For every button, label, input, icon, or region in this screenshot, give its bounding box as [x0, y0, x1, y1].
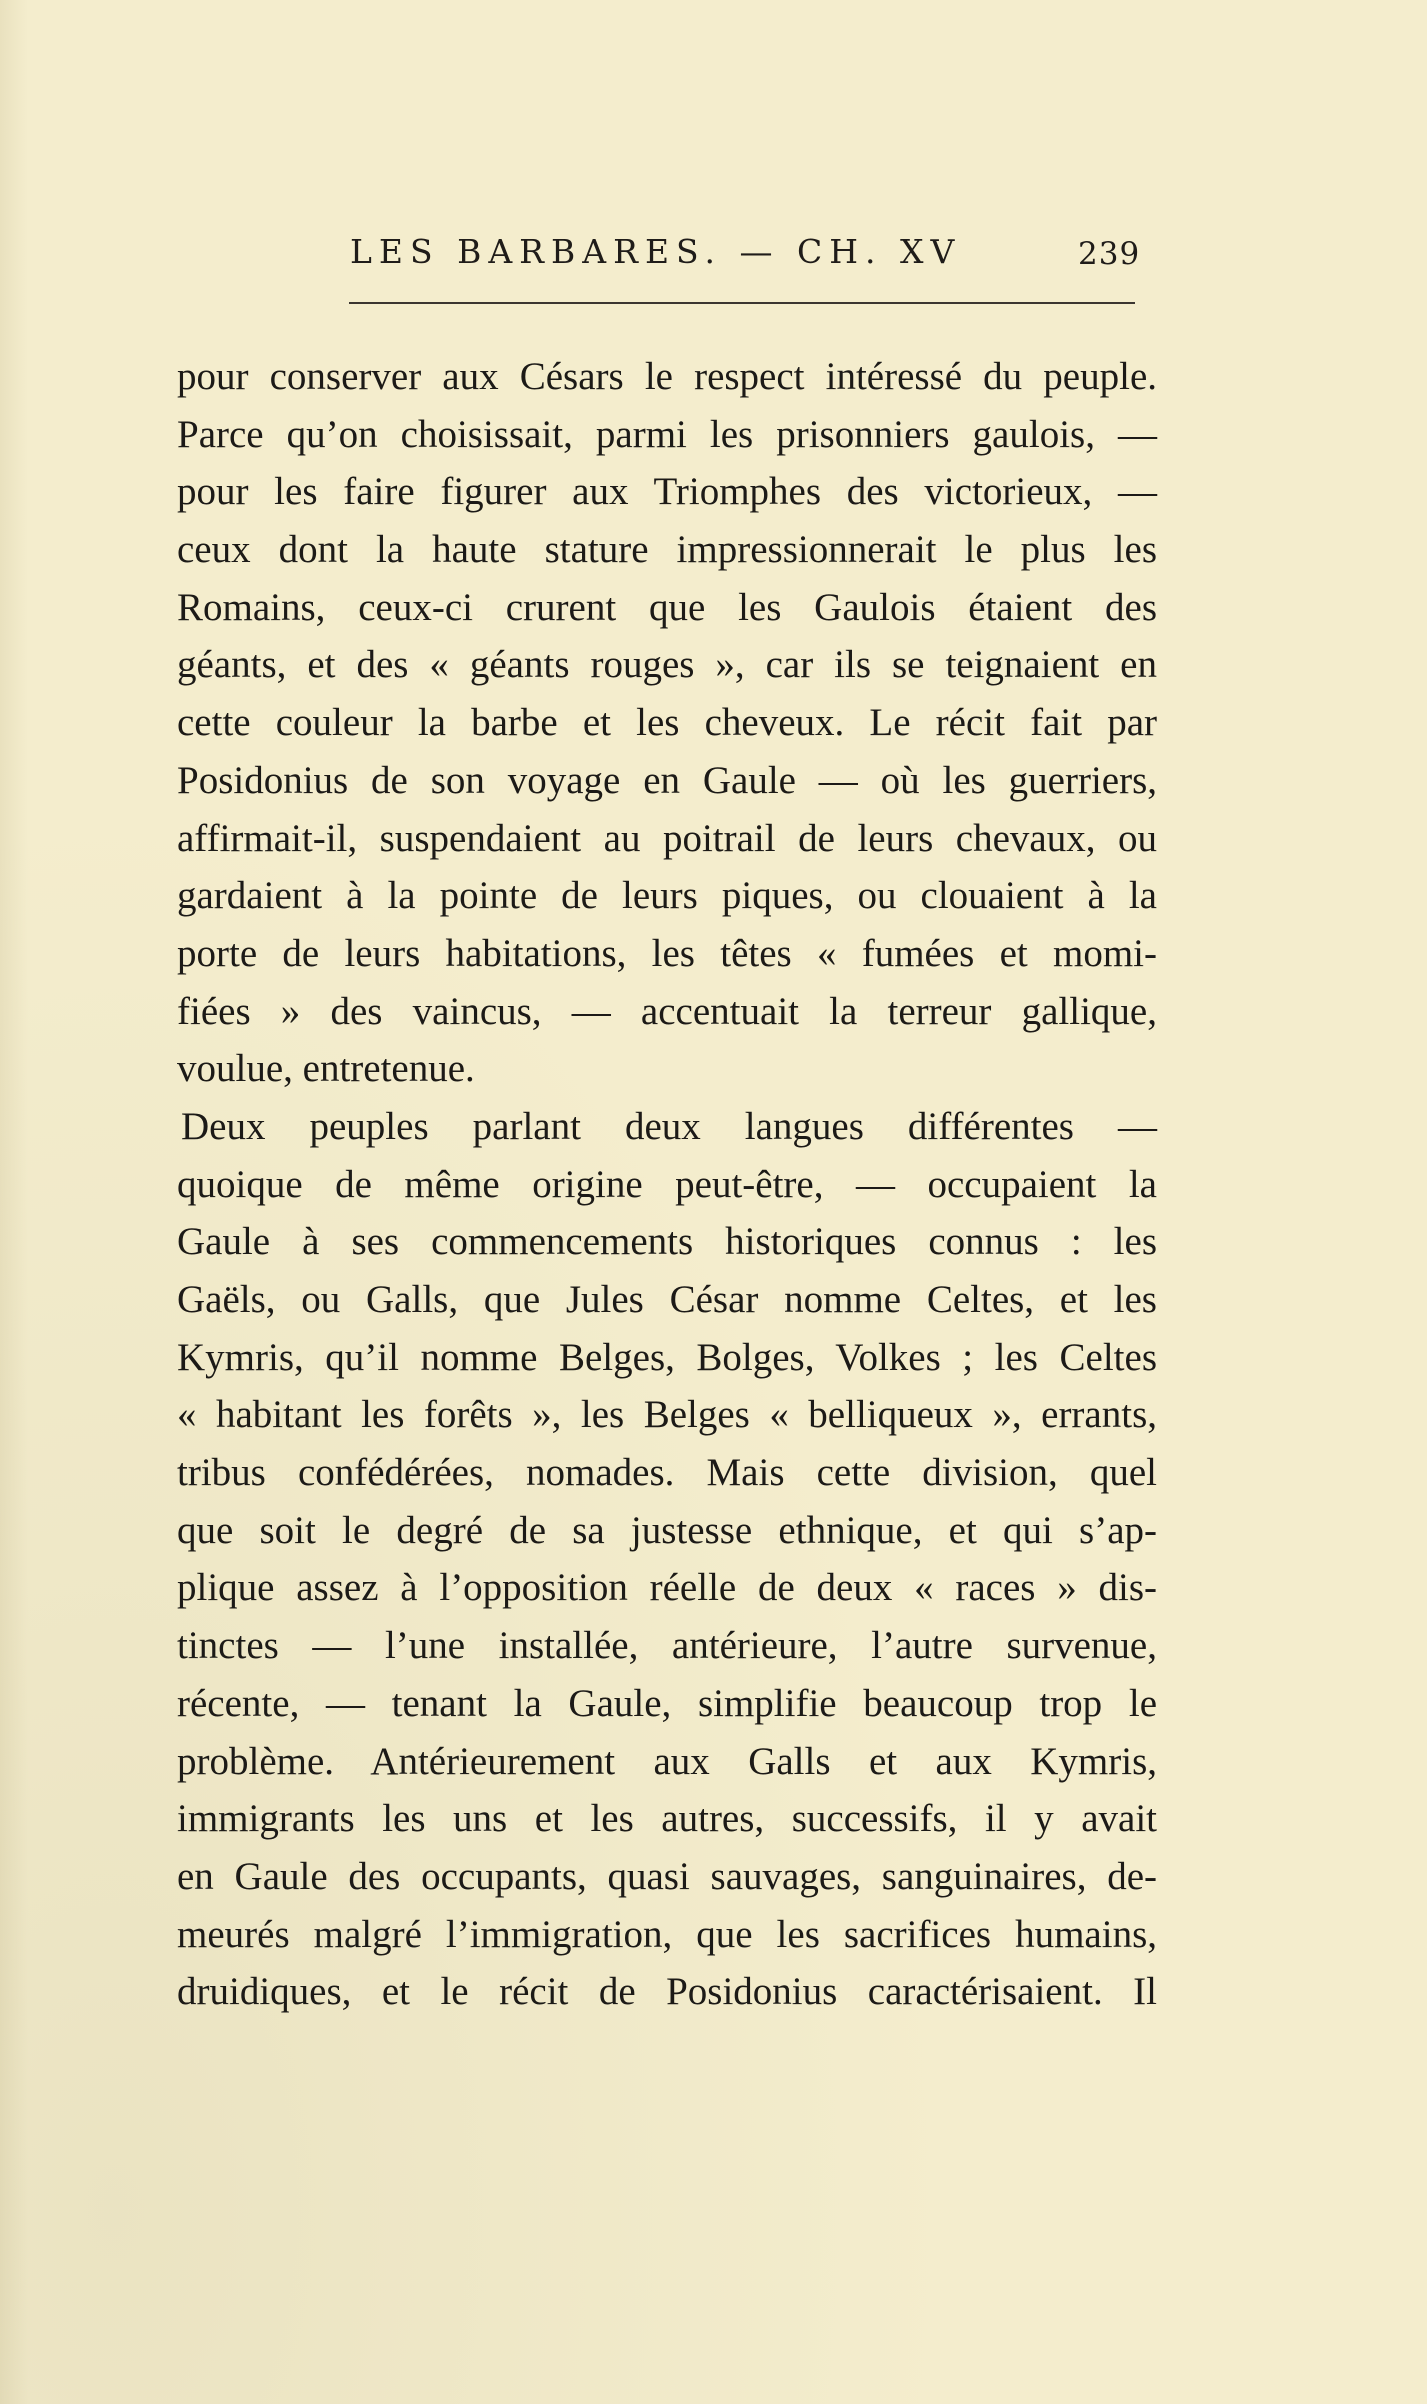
text-line: Romains, ceux-ci crurent que les Gaulois étaient des	[177, 585, 1157, 629]
running-title: LES BARBARES. — CH. XV	[350, 232, 962, 271]
text-line: récente, — tenant la Gaule, simplifie beaucoup trop le	[177, 1681, 1157, 1725]
text-line: fiées » des vaincus, — accentuait la terreur gallique,	[177, 989, 1157, 1033]
text-line: Kymris, qu’il nomme Belges, Bolges, Volkes ; les Celtes	[177, 1335, 1157, 1379]
text-line: tinctes — l’une installée, antérieure, l’autre survenue,	[177, 1624, 1157, 1668]
text-line: que soit le degré de sa justesse ethnique, et qui s’ap-	[177, 1508, 1157, 1552]
text-line: pour les faire figurer aux Triomphes des victorieux, —	[177, 470, 1157, 514]
text-line: ceux dont la haute stature impressionnerait le plus les	[177, 528, 1157, 572]
text-line: tribus confédérées, nomades. Mais cette division, quel	[177, 1451, 1157, 1495]
page-number: 239	[1078, 236, 1141, 272]
body-text	[177, 348, 1157, 2021]
text-line: voulue, entretenue.	[177, 1047, 475, 1091]
text-line: « habitant les forêts », les Belges « belliqueux », errants,	[177, 1393, 1157, 1437]
text-line: en Gaule des occupants, quasi sauvages, sanguinaires, de-	[177, 1854, 1157, 1898]
text-line: druidiques, et le récit de Posidonius caractérisaient. Il	[177, 1970, 1157, 2014]
running-head	[0, 222, 1427, 282]
text-line: Parce qu’on choisissait, parmi les prisonniers gaulois, —	[177, 412, 1157, 456]
text-line: immigrants les uns et les autres, successifs, il y avait	[177, 1797, 1157, 1841]
text-line: meurés malgré l’immigration, que les sacrifices humains,	[177, 1912, 1157, 1956]
text-line: cette couleur la barbe et les cheveux. Le récit fait par	[177, 701, 1157, 745]
text-line: quoique de même origine peut-être, — occupaient la	[177, 1162, 1157, 1206]
paragraph-1	[177, 348, 1157, 1098]
text-line: problème. Antérieurement aux Galls et aux Kymris,	[177, 1739, 1157, 1783]
text-line: géants, et des « géants rouges », car ils se teignaient en	[177, 643, 1157, 687]
text-line: pour conserver aux Césars le respect intéressé du peuple.	[177, 355, 1157, 398]
text-line: Deux peuples parlant deux langues différentes —	[181, 1104, 1157, 1148]
text-line: Gaëls, ou Galls, que Jules César nomme Celtes, et les	[177, 1278, 1157, 1321]
paragraph-2	[177, 1098, 1157, 2021]
header-rule	[349, 302, 1135, 304]
text-line: gardaient à la pointe de leurs piques, ou clouaient à la	[177, 874, 1157, 918]
text-line: Gaule à ses commencements historiques connus : les	[177, 1220, 1157, 1264]
text-line: Posidonius de son voyage en Gaule — où les guerriers,	[177, 758, 1157, 802]
text-line: affirmait-il, suspendaient au poitrail de leurs chevaux, ou	[177, 816, 1157, 860]
text-line: porte de leurs habitations, les têtes « fumées et momi-	[177, 931, 1157, 975]
text-line: plique assez à l’opposition réelle de deux « races » dis-	[177, 1566, 1157, 1610]
